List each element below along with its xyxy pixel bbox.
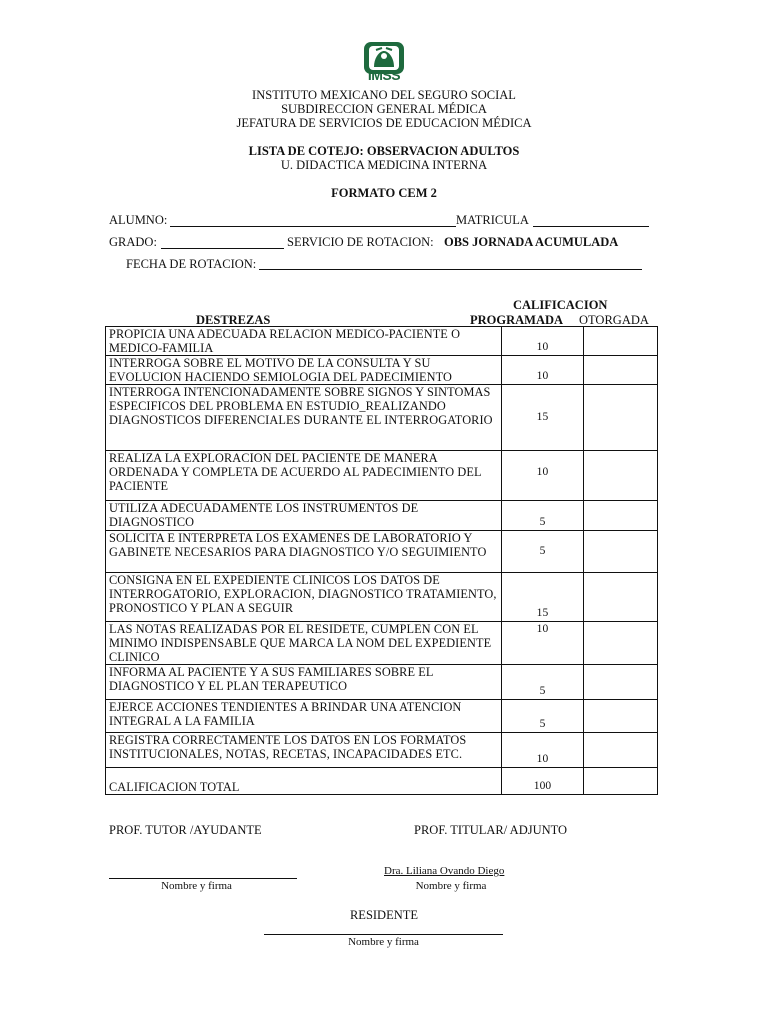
matricula-line[interactable]: [533, 226, 649, 227]
otorgada-cell[interactable]: [584, 501, 658, 531]
table-row: [106, 501, 658, 531]
programada-value: 5: [502, 665, 584, 700]
programada-value: 10: [502, 451, 584, 501]
jefatura: JEFATURA DE SERVICIOS DE EDUCACION MÉDICA: [236, 116, 532, 130]
programada-value: 5: [502, 700, 584, 733]
otorgada-cell[interactable]: [584, 356, 658, 385]
skill-text: UTILIZA ADECUADAMENTE LOS INSTRUMENTOS DE DIAGNOSTICO: [106, 501, 502, 531]
table-row: [106, 531, 658, 573]
table-row: [106, 665, 658, 700]
skill-text: SOLICITA E INTERPRETA LOS EXAMENES DE LABORATORIO Y GABINETE NECESARIOS PARA DIAGNOSTICO Y/O SEGUIMIENTO: [106, 531, 502, 573]
tutor-label: PROF. TUTOR /AYUDANTE: [109, 823, 262, 837]
titular-nombre-firma: Nombre y firma: [415, 880, 487, 892]
fecha-line[interactable]: [259, 269, 642, 270]
otorgada-total-cell[interactable]: [584, 768, 658, 795]
skill-text: INTERROGA INTENCIONADAMENTE SOBRE SIGNOS Y SINTOMAS ESPECIFICOS DEL PROBLEMA EN ESTUDIO_REALIZANDO DIAGNOSTICOS DIFERENCIALES DURANTE EL INTERROGATORIO: [106, 385, 502, 451]
otorgada-cell[interactable]: [584, 733, 658, 768]
skill-text: INFORMA AL PACIENTE Y A SUS FAMILIARES SOBRE EL DIAGNOSTICO Y EL PLAN TERAPEUTICO: [106, 665, 502, 700]
table-row: [106, 327, 658, 356]
table-row: [106, 356, 658, 385]
titular-name: Dra. Liliana Ovando Diego: [384, 865, 505, 877]
otorgada-cell[interactable]: [584, 385, 658, 451]
evaluation-table: [105, 326, 658, 795]
col-calificacion: CALIFICACION: [513, 298, 608, 312]
table-row: [106, 700, 658, 733]
otorgada-cell[interactable]: [584, 451, 658, 501]
servicio-label: SERVICIO DE ROTACION:: [287, 235, 434, 249]
programada-value: 10: [502, 622, 584, 665]
skill-text: LAS NOTAS REALIZADAS POR EL RESIDETE, CUMPLEN CON EL MINIMO INDISPENSABLE QUE MARCA LA NOM DEL EXPEDIENTE CLINICO: [106, 622, 502, 665]
subdireccion: SUBDIRECCION GENERAL MÉDICA: [281, 102, 487, 116]
otorgada-cell[interactable]: [584, 665, 658, 700]
total-row: [106, 768, 658, 795]
format-code: FORMATO CEM 2: [331, 186, 437, 200]
table-row: [106, 573, 658, 622]
skill-text: CONSIGNA EN EL EXPEDIENTE CLINICOS LOS DATOS DE INTERROGATORIO, EXPLORACION, DIAGNOSTICO TRATAMIENTO, PRONOSTICO Y PLAN A SEGUIR: [106, 573, 502, 622]
titular-label: PROF. TITULAR/ ADJUNTO: [414, 823, 568, 837]
grado-label: GRADO:: [109, 235, 157, 249]
otorgada-cell[interactable]: [584, 622, 658, 665]
total-label: CALIFICACION TOTAL: [106, 768, 502, 795]
imss-logo-text: IMSS: [367, 67, 401, 83]
alumno-line[interactable]: [170, 226, 456, 227]
otorgada-cell[interactable]: [584, 573, 658, 622]
programada-value: 5: [502, 531, 584, 573]
skill-text: REGISTRA CORRECTAMENTE LOS DATOS EN LOS FORMATOS INSTITUCIONALES, NOTAS, RECETAS, INCAPACIDADES ETC.: [106, 733, 502, 768]
programada-value: 10: [502, 733, 584, 768]
col-otorgada: OTORGADA: [579, 313, 649, 327]
skill-text: EJERCE ACCIONES TENDIENTES A BRINDAR UNA ATENCION INTEGRAL A LA FAMILIA: [106, 700, 502, 733]
servicio-value: OBS JORNADA ACUMULADA: [444, 235, 619, 249]
matricula-label: MATRICULA: [456, 213, 529, 227]
skill-text: PROPICIA UNA ADECUADA RELACION MEDICO-PACIENTE O MEDICO-FAMILIA: [106, 327, 502, 356]
col-programada: PROGRAMADA: [470, 313, 564, 327]
fecha-label: FECHA DE ROTACION:: [126, 257, 257, 271]
programada-value: 10: [502, 327, 584, 356]
otorgada-cell[interactable]: [584, 327, 658, 356]
grado-line[interactable]: [161, 248, 284, 249]
residente-nombre-firma: Nombre y firma: [348, 936, 419, 948]
table-row: [106, 733, 658, 768]
total-value: 100: [502, 768, 584, 795]
document-subtitle: U. DIDACTICA MEDICINA INTERNA: [280, 158, 488, 172]
otorgada-cell[interactable]: [584, 700, 658, 733]
programada-value: 5: [502, 501, 584, 531]
institute-name: INSTITUTO MEXICANO DEL SEGURO SOCIAL: [252, 88, 516, 102]
tutor-signature-line[interactable]: [109, 878, 297, 879]
programada-value: 10: [502, 356, 584, 385]
table-row: [106, 385, 658, 451]
skill-text: REALIZA LA EXPLORACION DEL PACIENTE DE MANERA ORDENADA Y COMPLETA DE ACUERDO AL PADECIMIENTO DEL PACIENTE: [106, 451, 502, 501]
otorgada-cell[interactable]: [584, 531, 658, 573]
programada-value: 15: [502, 573, 584, 622]
document-title: LISTA DE COTEJO: OBSERVACION ADULTOS: [248, 144, 520, 158]
table-row: [106, 622, 658, 665]
skill-text: INTERROGA SOBRE EL MOTIVO DE LA CONSULTA Y SU EVOLUCION HACIENDO SEMIOLOGIA DEL PADECIMIENTO: [106, 356, 502, 385]
residente-signature-line[interactable]: [264, 934, 503, 935]
col-destrezas: DESTREZAS: [196, 313, 271, 327]
table-row: [106, 451, 658, 501]
programada-value: 15: [502, 385, 584, 451]
tutor-nombre-firma: Nombre y firma: [161, 880, 232, 892]
alumno-label: ALUMNO:: [109, 213, 168, 227]
residente-label: RESIDENTE: [349, 908, 419, 922]
